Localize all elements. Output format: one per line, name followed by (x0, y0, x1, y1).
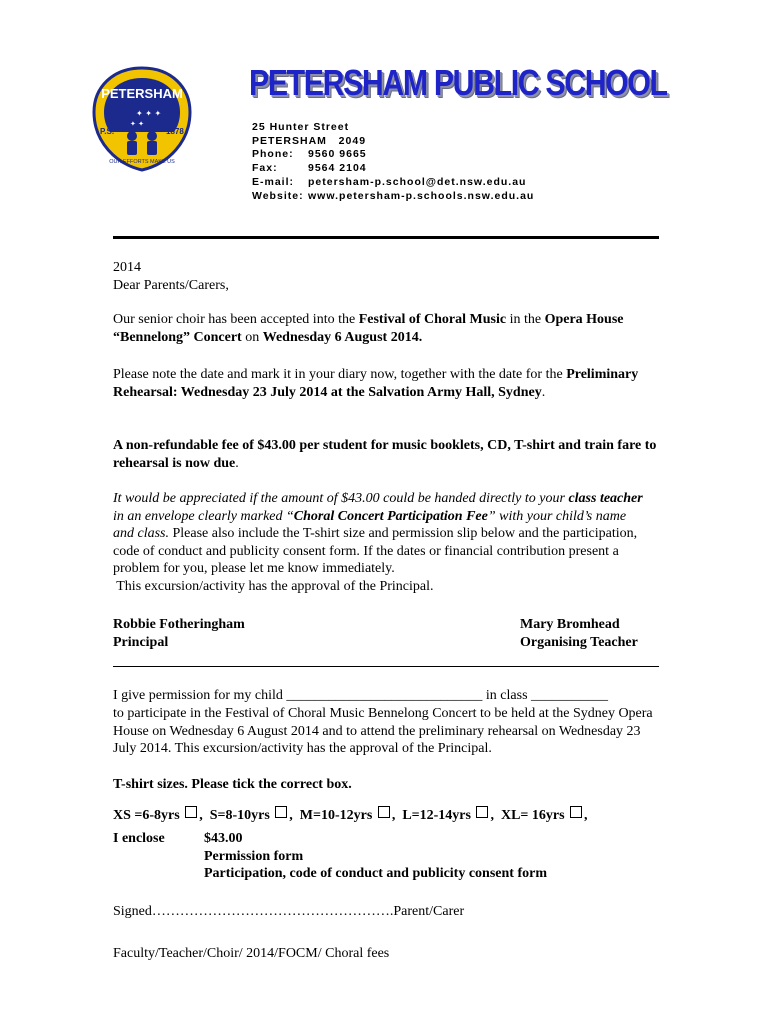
size-l-checkbox[interactable] (476, 806, 488, 818)
address-street: 25 Hunter Street (252, 121, 350, 133)
size-xs-label: XS =6-8yrs (113, 808, 180, 823)
salutation: Dear Parents/Carers, (113, 278, 229, 293)
form-divider (113, 666, 659, 667)
enclose-label: I enclose (113, 831, 165, 846)
phone-number: 9560 9665 (308, 148, 367, 161)
permission-text: to participate in the Festival of Choral Music Bennelong Concert to be held at the Sydney Opera House on Wednesday 6 August 2014 and to attend the preliminary rehearsal on Wednesday 23 July 2014. This excursion/activity has the approval of the Principal. (113, 706, 653, 756)
school-address (252, 121, 534, 203)
signature-teacher: Mary Bromhead Organising Teacher (520, 617, 638, 650)
enclose-item: $43.00 (204, 831, 243, 846)
header-divider (113, 236, 659, 239)
svg-text:✦ ✦ ✦: ✦ ✦ ✦ (136, 109, 162, 118)
logo-motto: OUR EFFORTS MAKE US (109, 159, 175, 165)
logo-year: 1878 (166, 127, 184, 136)
letter-year: 2014 (113, 260, 141, 275)
signature-principal: Robbie Fotheringham Principal (113, 617, 245, 650)
phone-label: Phone: (252, 148, 294, 161)
paragraph-rehearsal: Please note the date and mark it in your diary now, together with the date for the Preliminary Rehearsal: Wednesday 23 July 2014 at the Salvation Army Hall, Sydney. (113, 367, 639, 400)
enclose-list (204, 830, 547, 883)
enclose-item: Participation, code of conduct and publicity consent form (204, 866, 547, 881)
svg-text:✦ ✦: ✦ ✦ (130, 120, 144, 128)
permission-line: I give permission for my child ____________________________ in class ___________ (113, 688, 609, 703)
size-m-label: M=10-12yrs (299, 808, 373, 823)
logo-text-top: PETERSHAM (101, 86, 183, 101)
child-name-field[interactable]: ____________________________ (286, 688, 483, 703)
school-name: PETERSHAM PUBLIC SCHOOL (249, 62, 667, 103)
website-label: Website: (252, 189, 304, 202)
paragraph-payment: It would be appreciated if the amount of $43.00 could be handed directly to your class teacher in an envelope clearly marked “Choral Concert Participation Fee” with your child’s name and class. Please also include the T-shirt size and permission slip below and the participation, code of conduct and publicity consent form. If the dates or financial contribution present a problem for you, please let me know immediately. This excursion/activity has the approval of the Principal. (113, 491, 643, 594)
enclose-item: Permission form (204, 848, 304, 864)
class-field[interactable]: ___________ (531, 688, 609, 703)
fax-number: 9564 2104 (308, 162, 367, 175)
address-suburb: PETERSHAM 2049 (252, 134, 367, 147)
fax-label: Fax: (252, 162, 278, 175)
logo-ps: P.S. (100, 127, 115, 136)
email-label: E-mail: (252, 175, 295, 188)
size-l-label: L=12-14yrs (402, 808, 471, 823)
footer-reference: Faculty/Teacher/Choir/ 2014/FOCM/ Choral fees (113, 946, 390, 961)
size-xs-checkbox[interactable] (185, 806, 197, 818)
school-logo (86, 64, 198, 176)
signature-line[interactable]: Signed…………………………………………….Parent/Carer (113, 904, 465, 919)
size-s-label: S=8-10yrs (209, 808, 270, 823)
email-address: petersham-p.school@det.nsw.edu.au (308, 175, 527, 188)
tshirt-heading: T-shirt sizes. Please tick the correct box. (113, 777, 352, 792)
website-url: www.petersham-p.schools.nsw.edu.au (308, 189, 535, 202)
size-xl-checkbox[interactable] (570, 806, 582, 818)
size-xl-label: XL= 16yrs (500, 808, 565, 823)
size-m-checkbox[interactable] (378, 806, 390, 818)
paragraph-fee: A non-refundable fee of $43.00 per student for music booklets, CD, T-shirt and train fare to rehearsal is now due. (113, 438, 657, 471)
paragraph-acceptance: Our senior choir has been accepted into the Festival of Choral Music in the Opera House “Bennelong” Concert on Wednesday 6 August 2014. (113, 312, 624, 345)
size-s-checkbox[interactable] (275, 806, 287, 818)
tshirt-sizes: XS =6-8yrs , S=8-10yrs , M=10-12yrs , L=12-14yrs , XL= 16yrs , (113, 808, 588, 823)
